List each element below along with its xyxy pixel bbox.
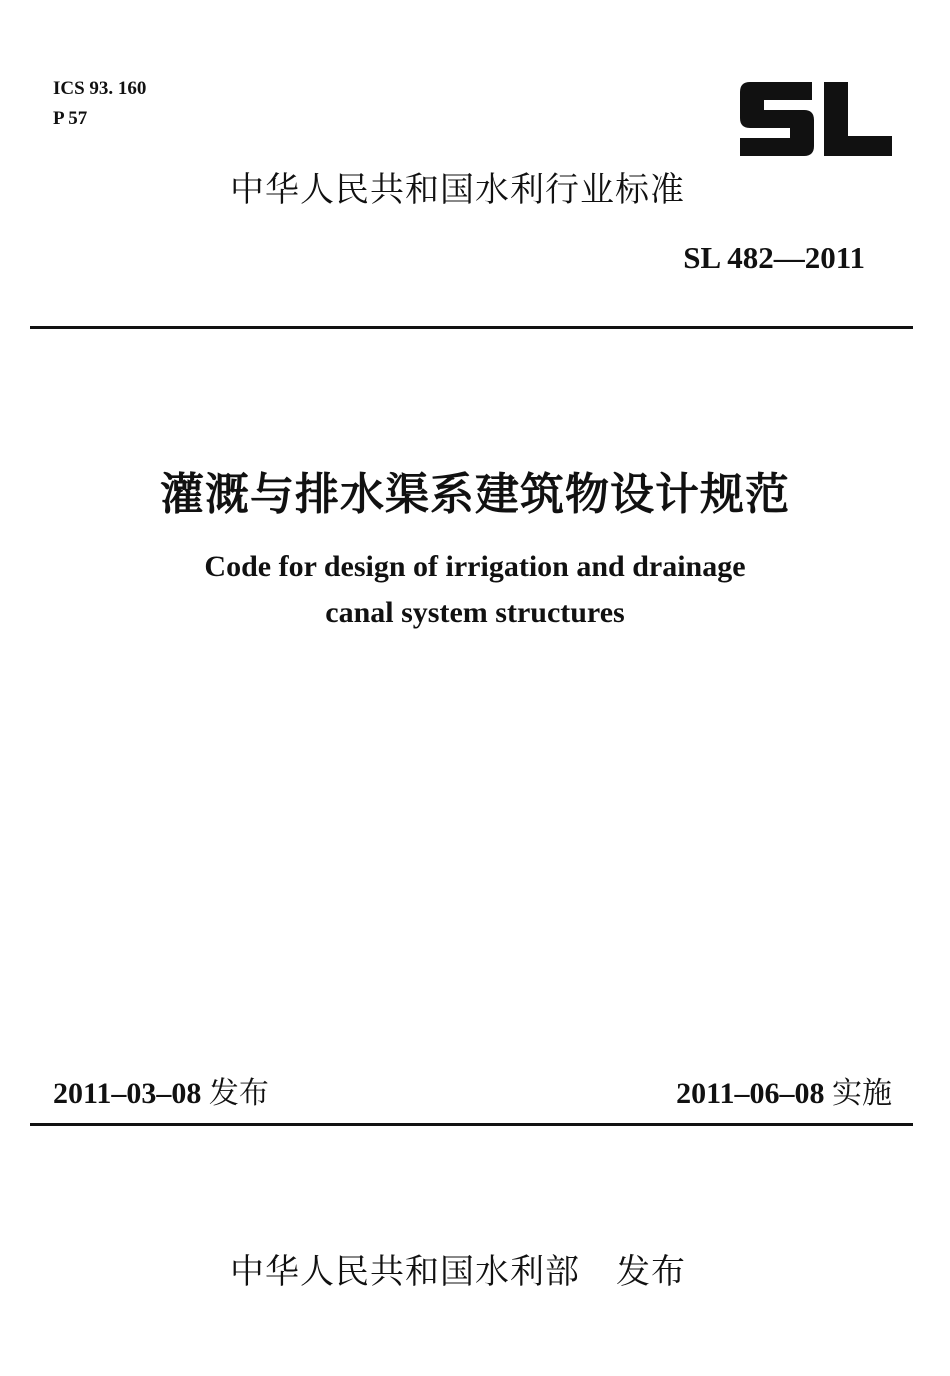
issuer-name: 中华人民共和国水利部: [230, 1252, 580, 1292]
issue-date: [53, 1068, 269, 1112]
issuer-label: 发布: [616, 1252, 686, 1292]
title-chinese: 灌溉与排水渠系建筑物设计规范: [160, 469, 790, 520]
effective-date-label: 实施: [832, 1076, 892, 1111]
sl-logo-l: [824, 82, 892, 156]
standard-category: 中华人民共和国水利行业标准: [230, 170, 685, 210]
classification-codes: [53, 74, 146, 134]
issuer: [230, 1244, 686, 1293]
bottom-divider: [30, 1123, 913, 1126]
title-english: [0, 544, 950, 636]
title-english-line-1: Code for design of irrigation and drainage: [204, 550, 746, 583]
title-english-line-2: canal system structures: [325, 596, 625, 629]
effective-date-value: 2011–06–08: [676, 1077, 825, 1110]
effective-date: [676, 1068, 892, 1112]
top-divider: [30, 326, 913, 329]
issue-date-value: 2011–03–08: [53, 1077, 202, 1110]
sl-logo: [738, 78, 894, 158]
issue-date-label: 发布: [208, 1076, 269, 1111]
standard-number: SL 482—2011: [683, 240, 865, 275]
sl-logo-s: [740, 82, 814, 156]
ccs-code: P 57: [53, 108, 88, 129]
ics-code: ICS 93. 160: [53, 78, 147, 99]
